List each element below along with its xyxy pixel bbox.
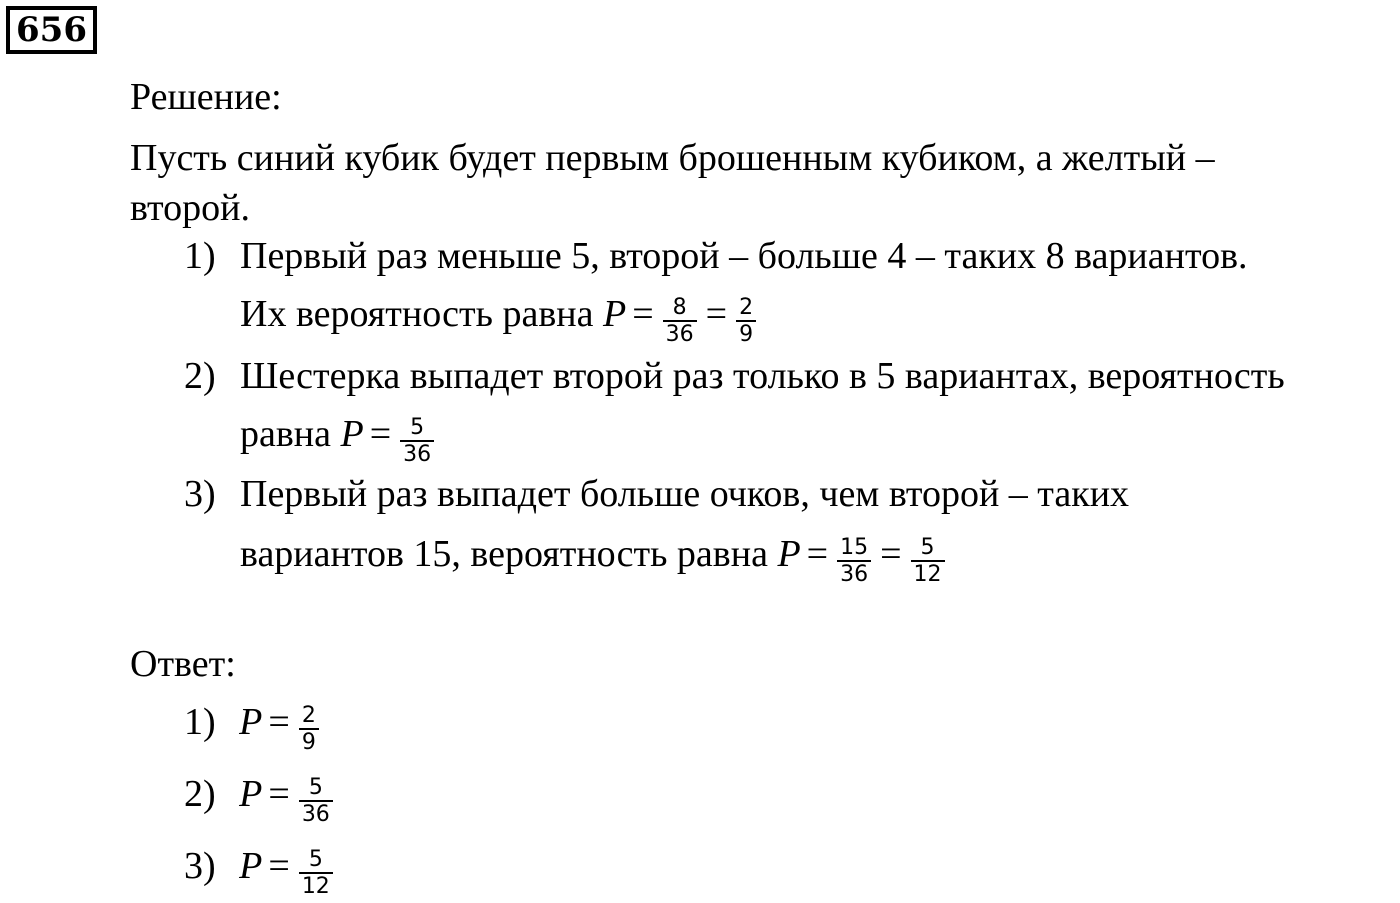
fraction-5-12: [911, 536, 945, 587]
solution-item-1-marker: 1): [184, 235, 216, 277]
fraction-5-36: [400, 416, 434, 467]
probability-symbol: P: [777, 533, 801, 576]
fraction-denominator: 36: [301, 802, 330, 827]
equals-sign: =: [806, 533, 829, 576]
solution-item-2-marker: 2): [184, 355, 216, 397]
answer-fraction-3: [299, 848, 333, 899]
equals-sign: =: [268, 773, 290, 816]
fraction-denominator: 36: [403, 442, 432, 467]
fraction-numerator: 5: [400, 416, 434, 442]
solution-item-2-line-1: Шестерка выпадет второй раз только в 5 вариантах, вероятность: [240, 355, 1285, 397]
equals-sign: =: [268, 701, 290, 744]
fraction-numerator: 5: [299, 848, 333, 874]
answer-item-1-marker: 1): [184, 701, 216, 744]
answer-item-3-marker: 3): [184, 845, 216, 888]
fraction-numerator: 2: [299, 704, 319, 730]
fraction-numerator: 5: [299, 776, 333, 802]
equals-sign: =: [369, 413, 392, 456]
fraction-numerator: 8: [663, 296, 697, 322]
equals-sign: =: [880, 533, 902, 576]
fraction-denominator: 9: [301, 730, 316, 755]
solution-item-1-text: Их вероятность равна: [240, 293, 594, 336]
equals-sign: =: [705, 293, 728, 336]
fraction-denominator: 36: [840, 562, 869, 587]
fraction-numerator: 15: [837, 536, 871, 562]
solution-heading: Решение:: [130, 76, 282, 118]
answer-item-1: [184, 700, 322, 755]
solution-item-1-line-1: Первый раз меньше 5, второй – больше 4 – таких 8 вариантов.: [240, 235, 1248, 277]
solution-item-3-line-1: Первый раз выпадет больше очков, чем второй – таких: [240, 473, 1130, 515]
answer-fraction-1: [299, 704, 319, 755]
fraction-8-36: [663, 296, 697, 347]
fraction-15-36: [837, 536, 871, 587]
probability-symbol: P: [239, 701, 263, 744]
fraction-denominator: 12: [301, 874, 330, 899]
solution-item-3-marker: 3): [184, 473, 216, 515]
probability-symbol: P: [239, 845, 263, 888]
answer-item-2-marker: 2): [184, 773, 216, 816]
solution-intro-line-2: второй.: [130, 187, 250, 229]
solution-item-1-line-2: [240, 292, 759, 347]
answer-item-2: [184, 772, 336, 827]
solution-item-3-line-2: [240, 532, 948, 587]
solution-intro-line-1: Пусть синий кубик будет первым брошенным кубиком, а желтый –: [130, 137, 1215, 179]
probability-symbol: P: [239, 773, 263, 816]
fraction-2-9: [736, 296, 756, 347]
solution-item-2-line-2: [240, 412, 437, 467]
fraction-denominator: 12: [913, 562, 942, 587]
problem-number: 656: [6, 6, 97, 54]
equals-sign: =: [632, 293, 654, 336]
fraction-denominator: 9: [739, 322, 754, 347]
equals-sign: =: [268, 845, 290, 888]
answer-heading: Ответ:: [130, 643, 236, 685]
solution-item-2-text: равна: [240, 413, 332, 456]
fraction-numerator: 5: [911, 536, 945, 562]
fraction-numerator: 2: [736, 296, 756, 322]
answer-fraction-2: [299, 776, 333, 827]
answer-item-3: [184, 844, 336, 899]
solution-item-3-text: вариантов 15, вероятность равна: [240, 533, 768, 576]
fraction-denominator: 36: [665, 322, 694, 347]
probability-symbol: P: [603, 293, 627, 336]
probability-symbol: P: [340, 413, 364, 456]
